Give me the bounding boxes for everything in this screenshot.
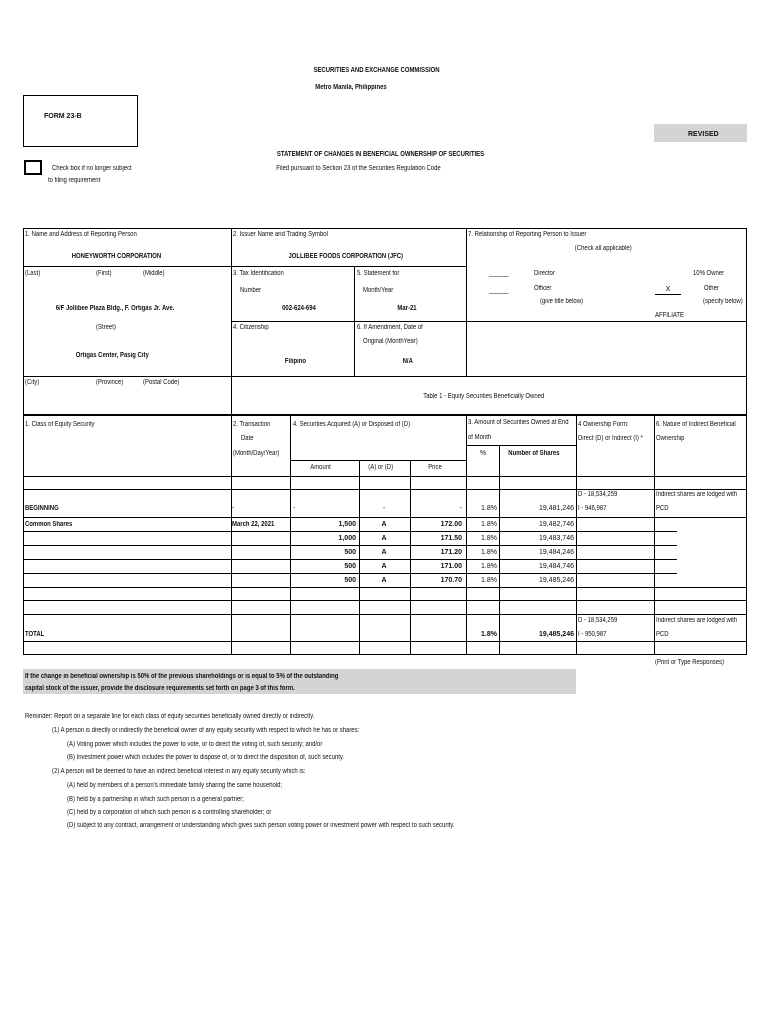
affiliate-value: AFFILIATE	[655, 312, 684, 319]
form-label-box	[23, 95, 138, 147]
col-form-header-1: 4 Ownership Form:	[578, 421, 629, 428]
col-acquired-header: 4. Securities Acquired (A) or Disposed of (D)	[293, 421, 411, 428]
first-label: (First)	[96, 270, 112, 277]
col-date-header-2: Date	[241, 435, 254, 442]
statement-title: STATEMENT OF CHANGES IN BENEFICIAL OWNERSHIP OF SECURITIES	[276, 151, 485, 158]
total-nature-1: Indirect shares are lodged with	[656, 617, 738, 624]
row-aord: A	[381, 535, 387, 542]
reminder-point-1: (1) A person is directly or indirectly the beneficial owner of any equity security with respect to which he has or shares:	[52, 727, 360, 734]
row-amount: 500	[344, 549, 356, 556]
statement-for-label-2: Month/Year	[363, 287, 394, 294]
row-pct: 1.8%	[481, 563, 497, 570]
col-shares-header: Number of Shares	[508, 450, 560, 457]
row-pct: 1.8%	[481, 535, 497, 542]
col-class-header: 1. Class of Equity Security	[25, 421, 95, 428]
reminder-point-2a: (A) held by members of a person's immediate family sharing the same household;	[67, 782, 283, 789]
disclosure-notice	[23, 669, 576, 694]
row-shares: 19,484,746	[538, 563, 574, 570]
total-form-indirect: I - 950,987	[578, 631, 607, 638]
row-aord: A	[381, 563, 387, 570]
col-nature-header-2: Ownership	[656, 435, 685, 442]
row-pct: 1.8%	[481, 577, 497, 584]
row-price: 171.20	[440, 549, 462, 556]
row-class: Common Shares	[25, 521, 73, 528]
total-nature-2: PCD	[656, 631, 669, 638]
reminder-point-2c: (C) held by a corporation of which such person is a controlling shareholder; or	[67, 809, 272, 816]
amendment-label-2: Original (MonthYear)	[363, 338, 418, 345]
checkbox-text-2: to filing requirement	[48, 177, 101, 184]
amendment-label-1: 6. If Amendment, Date of	[357, 324, 423, 331]
tin-label-1: 3. Tax Identification	[233, 270, 284, 277]
row-aord: A	[381, 521, 387, 528]
name-address-label: 1. Name and Address of Reporting Person	[25, 231, 137, 238]
row-amount: 1,000	[338, 535, 356, 542]
row-aord: A	[381, 549, 387, 556]
row-shares: 19,484,246	[538, 549, 574, 556]
other-checkmark[interactable]: X	[655, 286, 681, 295]
reminder-point-1b: (B) Investment power which includes the power to dispose of, or to direct the disposition of, such security.	[67, 754, 345, 761]
give-title-label: (give title below)	[540, 298, 583, 305]
commission-location: Metro Manila, Philippines	[315, 84, 387, 91]
print-note: (Print or Type Responses)	[655, 659, 725, 666]
revised-label: REVISED	[688, 131, 719, 138]
beginning-aord: -	[382, 505, 386, 512]
statement-for-label-1: 5. Statement for	[357, 270, 400, 277]
tin-value: 002-624-694	[282, 305, 316, 312]
row-price: 171.00	[440, 563, 462, 570]
beginning-pct: 1.8%	[481, 505, 497, 512]
specify-below-label: (specify below)	[703, 298, 743, 305]
row-date: March 22, 2021	[232, 521, 275, 528]
province-label: (Province)	[96, 379, 124, 386]
col-owned-header-2: of Month	[468, 434, 492, 441]
total-shares: 19,485,246	[538, 631, 574, 638]
col-price-header: Price	[428, 464, 442, 471]
row-amount: 1,500	[338, 521, 356, 528]
relationship-label: 7. Relationship of Reporting Person to Issuer	[468, 231, 587, 238]
beginning-label: BEGINNING	[25, 505, 59, 512]
col-nature-header-1: 6. Nature of Indirect Beneficial	[656, 421, 736, 428]
row-pct: 1.8%	[481, 549, 497, 556]
notice-line-2: capital stock of the issuer, provide the disclosure requirements set forth on page 3 of this form.	[25, 685, 295, 692]
commission-title: SECURITIES AND EXCHANGE COMMISSION	[313, 67, 440, 74]
issuer-value: JOLLIBEE FOODS CORPORATION (JFC)	[288, 253, 404, 260]
director-checkline[interactable]: _____	[489, 270, 509, 277]
other-label: Other	[704, 285, 719, 292]
checkbox-text-1: Check box if no longer subject	[52, 165, 132, 172]
street-label: (Street)	[96, 324, 116, 331]
reminder-point-2d: (D) subject to any contract, arrangement or understanding which gives such person voting power or investment power with respect to such security.	[67, 822, 455, 829]
row-pct: 1.8%	[481, 521, 497, 528]
row-amount: 500	[344, 563, 356, 570]
row-price: 172.00	[440, 521, 462, 528]
beginning-amount: -	[293, 505, 296, 512]
beginning-shares: 19,481,246	[538, 505, 574, 512]
amendment-value: N/A	[402, 358, 413, 365]
row-price: 170.70	[440, 577, 462, 584]
beginning-form-indirect: I - 946,987	[578, 505, 607, 512]
beginning-date: -	[232, 505, 235, 512]
ten-percent-owner-label: 10% Owner	[693, 270, 725, 277]
director-label: Director	[534, 270, 555, 277]
street-value: 6/F Jollibee Plaza Bldg., F. Ortigas Jr. Ave.	[55, 305, 175, 312]
total-label: TOTAL	[25, 631, 45, 638]
beginning-form-direct: D - 18,534,259	[578, 491, 618, 498]
row-shares: 19,485,246	[538, 577, 574, 584]
col-owned-header-1: 3. Amount of Securities Owned at End	[468, 419, 569, 426]
reminder-point-1a: (A) Voting power which includes the power to vote, or to direct the voting of, such security; and/or	[67, 741, 323, 748]
postal-code-label: (Postal Code)	[143, 379, 180, 386]
tin-label-2: Number	[240, 287, 262, 294]
last-label: (Last)	[25, 270, 41, 277]
col-aord-header: (A) or (D)	[368, 464, 394, 471]
beginning-nature-2: PCD	[656, 505, 669, 512]
table-title: Table 1 - Equity Securities Beneficially Owned	[423, 393, 545, 400]
citizenship-label: 4. Citizenship	[233, 324, 269, 331]
statement-for-value: Mar-21	[397, 305, 417, 312]
row-price: 171.50	[440, 535, 462, 542]
city-label: (City)	[25, 379, 40, 386]
col-date-header-3: (Month/Day/Year)	[233, 450, 280, 457]
total-form-direct: D - 18,534,259	[578, 617, 618, 624]
form-label: FORM 23-B	[44, 113, 82, 120]
row-shares: 19,482,746	[538, 521, 574, 528]
statement-subtitle: Filed pursuant to Section 23 of the Securities Regulation Code	[276, 165, 441, 172]
col-date-header-1: 2. Transaction	[233, 421, 271, 428]
middle-label: (Middle)	[143, 270, 165, 277]
total-pct: 1.8%	[481, 631, 497, 638]
reporting-person-name: HONEYWORTH CORPORATION	[71, 253, 162, 260]
reminder-point-2b: (B) held by a partnership in which such person is a general partner;	[67, 796, 244, 803]
city-value: Ortigas Center, Pasig City	[75, 352, 149, 359]
row-aord: A	[381, 577, 387, 584]
no-longer-subject-checkbox[interactable]	[24, 160, 42, 175]
beginning-price: -	[459, 505, 462, 512]
col-pct-header: %	[479, 450, 487, 457]
citizenship-value: Filipino	[284, 358, 307, 365]
reminder-point-2: (2) A person will be deemed to have an indirect beneficial interest in any equity security which is:	[52, 768, 306, 775]
reminder-intro: Reminder: Report on a separate line for each class of equity securities beneficially owned directly or indirectly.	[25, 713, 315, 720]
beginning-nature-1: Indirect shares are lodged with	[656, 491, 738, 498]
issuer-label: 2. Issuer Name and Trading Symbol	[233, 231, 328, 238]
col-form-header-2: Direct (D) or Indirect (I) *	[578, 435, 643, 442]
check-all-label: (Check all applicable)	[574, 245, 632, 252]
col-amount-header: Amount	[310, 464, 331, 471]
notice-line-1: If the change in beneficial ownership is 50% of the previous shareholdings or is equal to 5% of the outstanding	[25, 673, 339, 680]
officer-checkline[interactable]: _____	[489, 287, 509, 294]
row-shares: 19,483,746	[538, 535, 574, 542]
row-amount: 500	[344, 577, 356, 584]
revised-badge	[654, 124, 747, 142]
officer-label: Officer	[534, 285, 552, 292]
